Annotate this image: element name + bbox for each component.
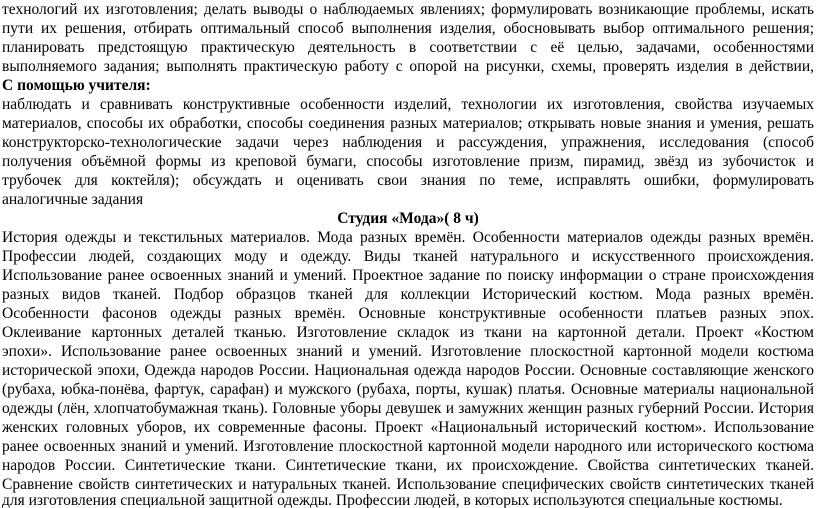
heading-teacher: С помощью учителя: — [2, 77, 151, 94]
text-line: наблюдать и сравнивать конструктивные особенности изделий, технологии их изготовления, свойства изучаемых — [2, 96, 814, 113]
text-line: получения объёмной формы из креповой бумаги, способы изготовление призм, пирамид, звёзд из зубочисток и — [2, 153, 814, 170]
text-line: трубочек для коктейля); обсуждать и оценивать свои знания по теме, исправлять ошибки, формулировать — [2, 172, 814, 189]
text-line: исторической эпохи, Одежда народов России. Национальная одежда народов России. Основные составляющие женского — [2, 362, 814, 379]
text-line: технологий их изготовления; делать выводы о наблюдаемых явлениях; формулировать возникающие проблемы, искать — [2, 1, 814, 18]
studio-title: Студия «Мода»( 8 ч) — [337, 210, 479, 227]
text-line: Сравнение свойств синтетических и натуральных тканей. Использование специфических свойств синтетических тканей — [2, 476, 814, 493]
text-line: аналогичные задания — [2, 191, 144, 208]
text-line: Профессии людей, создающих моду и одежду. Виды тканей натурального и искусственного происхождения. — [2, 248, 814, 265]
text-line: (рубаха, юбка-понёва, фартук, сарафан) и мужского (рубаха, порты, кушак) платья. Основные материалы национальной — [2, 381, 814, 398]
text-line: Оклеивание картонных деталей тканью. Изготовление складок из ткани на картонной детали. Проект «Костюм — [2, 324, 814, 341]
text-line: конструкторско-технологические задачи через наблюдения и рассуждения, упражнения, исследования (способ — [2, 134, 814, 151]
text-line: ранее освоенных знаний и умений. Изготовление плоскостной картонной модели народного или исторического костюма — [2, 438, 814, 455]
text-line: пути их решения, отбирать оптимальный способ выполнения изделия, обосновывать выбор оптимального решения; — [2, 20, 814, 37]
text-line: выполняемого задания; выполнять практическую работу с опорой на рисунки, схемы, проверять изделия в действии, — [2, 58, 814, 75]
text-line: материалов, способы их обработки, способы соединения разных материалов; открывать новые знания и умения, решать — [2, 115, 814, 132]
text-line: одежды (лён, хлопчатобумажная ткань). Головные уборы девушек и замужних женщин разных губерний России. История — [2, 400, 814, 417]
text-line: История одежды и текстильных материалов. Мода разных времён. Особенности материалов одежды разных времён. — [2, 229, 814, 246]
text-line: народов России. Синтетические ткани. Синтетические ткани, их происхождение. Свойства синтетических тканей. — [2, 457, 814, 474]
text-line: разных видов тканей. Подбор образцов тканей для коллекции Исторический костюм. Мода разных времён. — [2, 286, 814, 303]
text-line: Особенности фасонов одежды разных времён. Основные конструктивные особенности платьев разных эпох. — [2, 305, 814, 322]
text-line: планировать предстоящую практическую деятельность в соответствии с её целью, задачами, особенностями — [2, 39, 814, 56]
text-line: женских головных уборов, их современные фасоны. Проект «Национальный исторический костюм». Использование — [2, 419, 814, 436]
text-line: Использование ранее освоенных знаний и умений. Проектное задание по поиску информации о стране происхождения — [2, 267, 814, 284]
text-line: эпохи». Использование ранее освоенных знаний и умений. Изготовление плоскостной картонной модели костюма — [2, 343, 814, 360]
text-line: для изготовления специальной защитной одежды. Профессии людей, в которых используются специальные костюмы. — [2, 494, 783, 508]
